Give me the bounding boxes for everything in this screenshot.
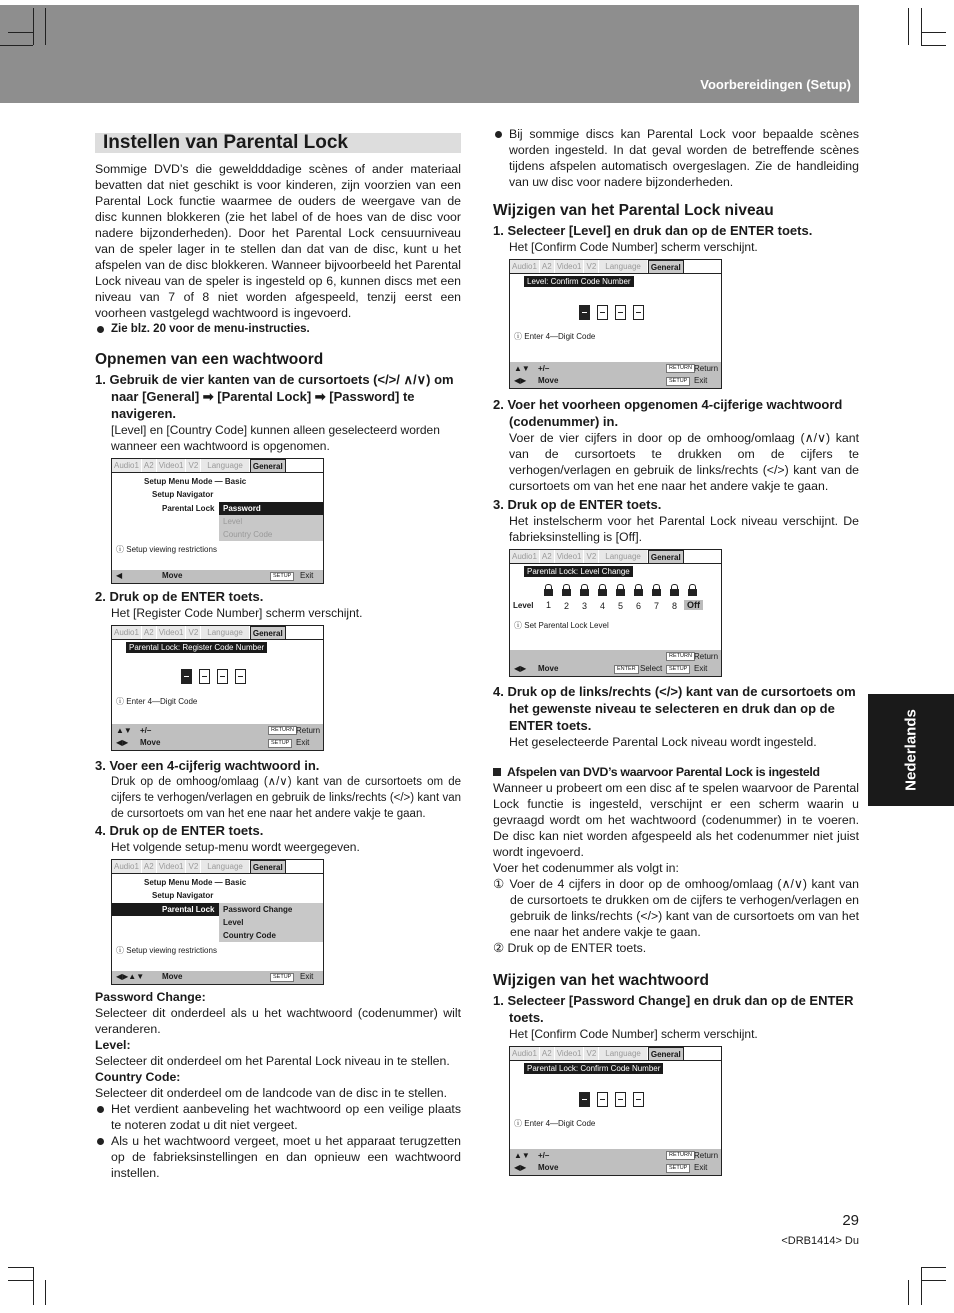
- step-1-text: [Level] en [Country Code] kunnen alleen geselecteerd worden wanneer een wachtwoord is opgenomen.: [111, 423, 440, 453]
- password-change-label: Password Change:: [95, 990, 206, 1004]
- left-right-arrow-icon: ◀▶: [514, 376, 527, 385]
- crop-mark: [908, 8, 909, 45]
- level-value: 5: [618, 601, 624, 611]
- osd-tab: Video1: [157, 626, 187, 639]
- lock-icon: [598, 589, 607, 596]
- osd-plusminus: +/–: [140, 726, 152, 735]
- right-column: [493, 126, 859, 1180]
- osd-tab: Video1: [555, 260, 585, 273]
- osd-move: Move: [538, 376, 559, 385]
- osd-tab-bar: [510, 260, 721, 274]
- crop-mark: [8, 1280, 33, 1281]
- lock-icon: [544, 589, 553, 596]
- up-down-arrow-icon: ▲▼: [514, 364, 530, 373]
- osd-tab-bar: [510, 1047, 721, 1061]
- playback-heading: Afspelen van DVD’s waarvoor Parental Lock is ingesteld: [493, 764, 859, 780]
- step-2-text: Het [Register Code Number] scherm verschijnt.: [111, 606, 363, 620]
- level-text: Selecteer dit onderdeel om het Parental Lock niveau in te stellen.: [95, 1054, 450, 1068]
- crop-mark: [921, 1267, 922, 1305]
- country-code-label: Country Code:: [95, 1070, 181, 1084]
- step-1-text: Het [Confirm Code Number] scherm verschijnt.: [509, 1027, 758, 1041]
- step-4-text: Het volgende setup-menu wordt weergegeven.: [111, 840, 360, 854]
- left-right-arrow-icon: ◀▶: [514, 1163, 527, 1172]
- code-digit-box: [615, 1092, 626, 1107]
- osd-move: Move: [162, 571, 183, 580]
- section-heading-password: Opnemen van een wachtwoord: [95, 351, 324, 368]
- osd-screen-confirm-code-2: [509, 1046, 722, 1176]
- level-value: 4: [600, 601, 606, 611]
- osd-tab: A2: [142, 626, 157, 639]
- osd-exit: Exit: [300, 571, 314, 580]
- crop-mark: [908, 1280, 909, 1305]
- left-column: [95, 133, 461, 1181]
- osd-screen-level-change: [509, 549, 722, 677]
- intro-paragraph: Sommige DVD’s die geweldddadige scènes of ander materiaal bevatten dat niet geschikt is voor kinderen, zijn voorzien van een Parental Lock functie waarmee de ouders de weergave van de disc kunnen blokkeren (zie het label of de hoes van de disc voor nadere bijzonderheden). Door het Parental Lock censuurniveau van de speler lager in te stellen dan dat van de disc, kunt u het afspelen van de disc blokkeren. Wanneer bijvoorbeeld het Parental Lock niveau van de speler is ingesteld op 6, kunnen discs met een niveau van 7 of 8 niet worden afgespeeld, tenzij eerst een voorheen vastgelegd wachtwoord is ingevoerd.: [95, 162, 461, 320]
- four-way-arrow-icon: ◀▶▲▼: [116, 972, 145, 981]
- up-down-arrow-icon: ▲▼: [116, 726, 132, 735]
- osd-exit: Exit: [296, 738, 310, 747]
- playback-text-2: Voer het codenummer als volgt in:: [493, 861, 679, 875]
- bullet-note: Bij sommige discs kan Parental Lock voor bepaalde scènes worden ingesteld. In dat geval worden de betreffende scènes tijdens afspelen automatisch overgeslagen. Zie de handleiding van uw disc voor nadere bijzonderheden.: [493, 126, 859, 190]
- osd-return-key: RETURN: [666, 1151, 695, 1160]
- step-2-heading: 2. Voer het voorheen opgenomen 4-cijferige wachtwoord (codenummer) in.: [493, 397, 843, 429]
- osd-move: Move: [538, 1163, 559, 1172]
- level-value-selected: Off: [684, 600, 703, 610]
- crop-mark: [33, 8, 34, 45]
- osd-tab: Video1: [555, 1047, 585, 1060]
- lock-icon: [652, 589, 661, 596]
- osd-tab-bar: [510, 550, 721, 564]
- osd-tab: Language: [599, 1047, 648, 1060]
- osd-parental: Parental Lock: [162, 905, 215, 914]
- bullet-note: Het verdient aanbeveling het wachtwoord op een veilige plaats te noteren zodat u dit niet vergeet.: [95, 1101, 461, 1133]
- crop-mark: [921, 45, 946, 46]
- step-3-heading: 3. Druk op de ENTER toets.: [493, 497, 662, 512]
- osd-move: Move: [538, 664, 559, 673]
- code-digit-box: [597, 1092, 608, 1107]
- page-title: Instellen van Parental Lock: [95, 133, 461, 153]
- osd-tab: A2: [540, 260, 555, 273]
- osd-tab: Language: [201, 860, 250, 873]
- osd-password-change: Password Change: [223, 905, 293, 914]
- osd-tab: A2: [142, 459, 157, 472]
- osd-help: ⓘ Setup viewing restrictions: [116, 545, 217, 554]
- osd-status-bar: [510, 650, 721, 676]
- osd-level: Level: [223, 517, 243, 526]
- osd-tab-bar: [112, 459, 323, 473]
- osd-tab: A2: [540, 1047, 555, 1060]
- osd-return: Return: [296, 726, 321, 735]
- osd-tab: V2: [186, 459, 201, 472]
- osd-tab-active: General: [250, 459, 286, 472]
- code-digit-box: [633, 1092, 644, 1107]
- osd-country: Country Code: [223, 931, 276, 940]
- osd-menu-mode: Setup Menu Mode — Basic: [144, 878, 247, 887]
- crop-mark: [33, 1267, 34, 1305]
- osd-plusminus: +/–: [538, 1151, 550, 1160]
- osd-enter-key: ENTER: [614, 665, 639, 674]
- osd-screen-confirm-code: [509, 259, 722, 389]
- osd-tab: Audio1: [510, 550, 540, 563]
- osd-navigator: Setup Navigator: [152, 490, 214, 499]
- osd-tab: Video1: [555, 550, 585, 563]
- step-4-heading: 4. Druk op de ENTER toets.: [95, 823, 264, 838]
- osd-status-bar: [510, 1149, 721, 1175]
- osd-setup-key: SETUP: [666, 377, 690, 386]
- playback-item-2: ② Druk op de ENTER toets.: [493, 941, 647, 955]
- step-1-heading: 1. Selecteer [Password Change] en druk dan op de ENTER toets.: [493, 993, 854, 1025]
- osd-tab: Audio1: [112, 860, 142, 873]
- osd-exit: Exit: [694, 1163, 708, 1172]
- osd-return: Return: [694, 364, 719, 373]
- section-subtitle: Voorbereidingen (Setup): [700, 77, 851, 92]
- osd-return-key: RETURN: [268, 726, 297, 735]
- osd-setup-key: SETUP: [268, 739, 292, 748]
- code-digit-box: [579, 1092, 590, 1107]
- osd-tab: Audio1: [112, 459, 142, 472]
- osd-level-label: Level: [513, 601, 534, 610]
- level-label: Level:: [95, 1038, 131, 1052]
- osd-exit: Exit: [694, 376, 708, 385]
- crop-mark: [921, 32, 946, 33]
- step-1-text: Het [Confirm Code Number] scherm verschijnt.: [509, 240, 758, 254]
- section-heading-password-change: Wijzigen van het wachtwoord: [493, 972, 710, 989]
- level-value: 8: [672, 601, 678, 611]
- level-value: 1: [546, 600, 552, 610]
- osd-help: ⓘ Enter 4—Digit Code: [514, 332, 596, 341]
- osd-tab: A2: [142, 860, 157, 873]
- crop-mark: [921, 1280, 946, 1281]
- osd-tab: V2: [186, 626, 201, 639]
- language-side-tab: [868, 694, 954, 806]
- osd-tab: V2: [584, 1047, 599, 1060]
- osd-tab: Video1: [157, 860, 187, 873]
- osd-title: Parental Lock: Register Code Number: [126, 642, 267, 653]
- osd-return-key: RETURN: [666, 364, 695, 373]
- lock-icon: [670, 589, 679, 596]
- code-digit-box: [235, 669, 246, 684]
- osd-exit: Exit: [694, 664, 708, 673]
- code-digit-box: [597, 305, 608, 320]
- step-2-text: Voer de vier cijfers in door op de omhoog/omlaag (∧/∨) kant van de cursortoets te drukken om de cijfers te verhogen/verlagen en gebruik de links/rechts (</>) kant van de cursortoets om van het ene naar het andere vakje te gaan.: [509, 431, 859, 493]
- osd-parental: Parental Lock: [162, 504, 215, 513]
- osd-screen-general-menu: [111, 458, 324, 584]
- playback-item-1: ① Voer de 4 cijfers in door op de omhoog/omlaag (∧/∨) kant van de cursortoets te drukken om de cijfers te verhogen/verlagen en gebruik de links/rechts (</>) kant van de cursortoets om van het ene naar het andere vakje te gaan.: [493, 877, 859, 939]
- step-3-text: Druk op de omhoog/omlaag (∧/∨) kant van de cursortoets om de cijfers te verhogen/verlagen en gebruik de links/rechts (</>) kant van de cursortoets om van het ene naar het andere vakje te gaan.: [111, 776, 461, 820]
- level-value: 2: [564, 601, 570, 611]
- password-change-text: Selecteer dit onderdeel als u het wachtwoord (codenummer) wilt veranderen.: [95, 1006, 461, 1036]
- osd-help: ⓘ Enter 4—Digit Code: [514, 1119, 596, 1128]
- crop-mark: [45, 8, 46, 45]
- osd-status-bar: [112, 570, 323, 583]
- osd-tab: Video1: [157, 459, 187, 472]
- osd-tab-active: General: [250, 626, 286, 639]
- osd-tab: A2: [540, 550, 555, 563]
- level-value: 6: [636, 601, 642, 611]
- osd-setup-key: SETUP: [666, 1164, 690, 1173]
- step-4-text: Het geselecteerde Parental Lock niveau wordt ingesteld.: [509, 735, 817, 749]
- crop-mark: [8, 32, 33, 33]
- page-number: 29: [842, 1212, 859, 1229]
- osd-screen-register-code: [111, 625, 324, 751]
- osd-status-bar: [112, 971, 323, 984]
- step-1-heading: 1. Gebruik de vier kanten van de cursortoets (</>/ ∧/∨) om naar [General] ➡ [Parental Lock] ➡ [Password] te navigeren.: [95, 372, 454, 421]
- osd-status-bar: [510, 362, 721, 388]
- osd-select: Select: [640, 664, 663, 673]
- osd-status-bar: [112, 724, 323, 750]
- osd-exit: Exit: [300, 972, 314, 981]
- osd-navigator: Setup Navigator: [152, 891, 214, 900]
- level-value: 7: [654, 601, 660, 611]
- osd-tab-bar: [112, 626, 323, 640]
- lock-icon: [634, 589, 643, 596]
- osd-tab-active: General: [250, 860, 286, 873]
- osd-move: Move: [162, 972, 183, 981]
- step-3-text: Het instelscherm voor het Parental Lock niveau verschijnt. De fabrieksinstelling is [Off].: [509, 514, 859, 544]
- lock-icon: [580, 589, 589, 596]
- header-band: [0, 5, 859, 103]
- osd-help: ⓘ Enter 4—Digit Code: [116, 697, 198, 706]
- crop-mark: [45, 1280, 46, 1305]
- crop-mark: [8, 1267, 33, 1268]
- level-value: 3: [582, 601, 588, 611]
- crop-mark: [921, 8, 922, 45]
- bullet-note: Als u het wachtwoord vergeet, moet u het apparaat terugzetten op de fabrieksinstellingen en dan opnieuw een wachtwoord instellen.: [95, 1133, 461, 1181]
- osd-return-key: RETURN: [666, 652, 695, 661]
- osd-setup-key: SETUP: [270, 572, 294, 581]
- osd-password: Password: [223, 504, 261, 513]
- osd-country: Country Code: [223, 530, 273, 539]
- step-4-heading: 4. Druk op de links/rechts (</>) kant van de cursortoets om het gewenste niveau te selecteren en druk dan op de ENTER toets.: [493, 684, 856, 733]
- osd-setup-key: SETUP: [666, 665, 690, 674]
- osd-tab-active: General: [648, 1047, 684, 1060]
- osd-plusminus: +/–: [538, 364, 550, 373]
- osd-tab: Language: [201, 459, 250, 472]
- step-1-heading: 1. Selecteer [Level] en druk dan op de ENTER toets.: [493, 223, 813, 238]
- osd-setup-key: SETUP: [270, 973, 294, 982]
- step-2-heading: 2. Druk op de ENTER toets.: [95, 589, 264, 604]
- osd-tab-active: General: [648, 550, 684, 563]
- osd-return: Return: [694, 652, 719, 661]
- step-3-heading: 3. Voer een 4-cijferig wachtwoord in.: [95, 758, 320, 773]
- osd-tab-bar: [112, 860, 323, 874]
- lock-icon: [688, 589, 697, 596]
- osd-move: Move: [140, 738, 161, 747]
- osd-tab: V2: [186, 860, 201, 873]
- section-heading-level: Wijzigen van het Parental Lock niveau: [493, 202, 774, 219]
- code-digit-box: [199, 669, 210, 684]
- playback-text: Wanneer u probeert om een disc af te spelen waarvoor de Parental Lock functie is ingesteld, verschijnt er een scherm waarin u gevraagd wordt om het wachtwoord (codenummer) in te voeren. De disc kan niet worden afgespeeld als het codenummer niet juist wordt ingevoerd.: [493, 781, 859, 859]
- left-right-arrow-icon: ◀▶: [514, 664, 527, 673]
- osd-title: Level: Confirm Code Number: [524, 276, 634, 287]
- osd-help: ⓘ Set Parental Lock Level: [514, 621, 609, 630]
- osd-tab: V2: [584, 260, 599, 273]
- osd-menu-mode: Setup Menu Mode — Basic: [144, 477, 247, 486]
- osd-tab: Audio1: [510, 260, 540, 273]
- osd-return: Return: [694, 1151, 719, 1160]
- osd-tab: Audio1: [510, 1047, 540, 1060]
- osd-tab-active: General: [648, 260, 684, 273]
- document-code: <DRB1414> Du: [781, 1235, 859, 1247]
- osd-title: Parental Lock: Confirm Code Number: [524, 1063, 663, 1074]
- country-code-text: Selecteer dit onderdeel om de landcode van de disc in te stellen.: [95, 1086, 448, 1100]
- code-digit-box: [615, 305, 626, 320]
- crop-mark: [0, 45, 33, 46]
- left-arrow-icon: ◀: [116, 571, 123, 580]
- osd-level: Level: [223, 918, 244, 927]
- osd-tab: V2: [584, 550, 599, 563]
- up-down-arrow-icon: ▲▼: [514, 1151, 530, 1160]
- left-right-arrow-icon: ◀▶: [116, 738, 129, 747]
- code-digit-box: [181, 669, 192, 684]
- code-digit-box: [579, 305, 590, 320]
- crop-mark: [921, 1267, 946, 1268]
- osd-help: ⓘ Setup viewing restrictions: [116, 946, 217, 955]
- code-digit-box: [633, 305, 644, 320]
- osd-tab: Language: [599, 550, 648, 563]
- osd-tab: Language: [599, 260, 648, 273]
- osd-tab: Audio1: [112, 626, 142, 639]
- code-digit-box: [217, 669, 228, 684]
- intro-note: Zie blz. 20 voor de menu-instructies.: [95, 321, 461, 337]
- lock-icon: [562, 589, 571, 596]
- osd-screen-parental-menu: [111, 859, 324, 985]
- osd-title: Parental Lock: Level Change: [524, 566, 633, 577]
- language-tab-label: Nederlands: [902, 709, 920, 791]
- osd-tab: Language: [201, 626, 250, 639]
- lock-icon: [616, 589, 625, 596]
